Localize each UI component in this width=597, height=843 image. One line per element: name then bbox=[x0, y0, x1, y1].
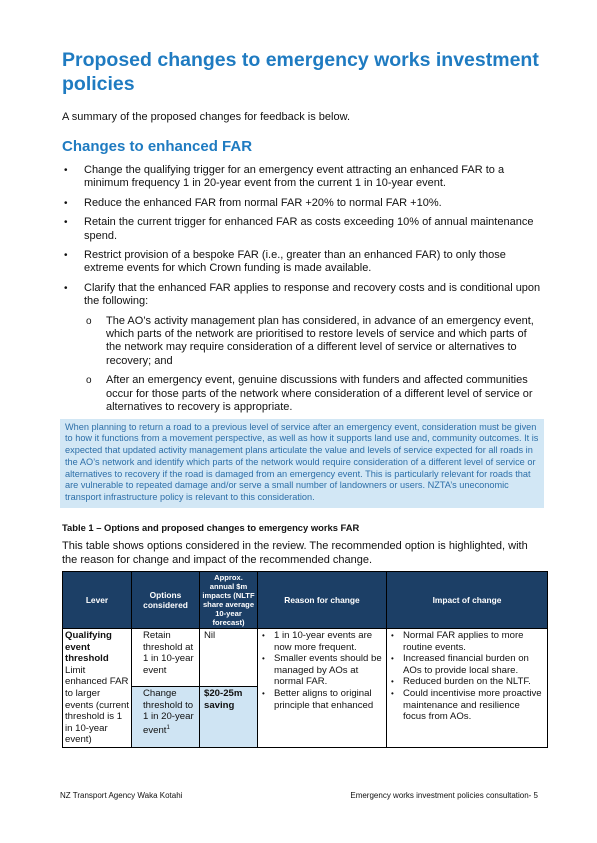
impact-amount-cell-recommended: $20-25m saving bbox=[200, 687, 258, 748]
option-text: Change threshold to 1 in 20-year event bbox=[143, 688, 194, 737]
lever-cell bbox=[63, 629, 132, 748]
bullet-icon: • bbox=[391, 677, 394, 687]
impact-text: Reduced burden on the NLTF. bbox=[403, 676, 531, 688]
bullet-icon: • bbox=[391, 689, 394, 699]
bullet-text: Clarify that the enhanced FAR applies to response and recovery costs and is conditional upon the following: bbox=[84, 281, 541, 308]
lever-title: Qualifying event threshold bbox=[65, 630, 112, 665]
bullet-icon: • bbox=[262, 631, 265, 641]
bullet-icon: • bbox=[391, 631, 394, 641]
bullet-item bbox=[62, 197, 542, 210]
sub-bullet-item bbox=[84, 315, 542, 369]
header-reason: Reason for change bbox=[258, 572, 387, 629]
bullet-icon: • bbox=[262, 654, 265, 664]
lever-text: Limit enhanced FAR to larger events (current threshold is 1 in 10-year event) bbox=[65, 664, 129, 746]
impact-text: Normal FAR applies to more routine events. bbox=[403, 630, 524, 653]
header-impact: Impact of change bbox=[387, 572, 548, 629]
bullet-icon: • bbox=[64, 250, 68, 262]
table-caption: Table 1 – Options and proposed changes to emergency works FAR bbox=[62, 522, 360, 534]
intro-text: A summary of the proposed changes for feedback is below. bbox=[62, 111, 350, 123]
header-impacts-amount: Approx. annual $m impacts (NLTF share average 10-year forecast) bbox=[200, 572, 258, 629]
sub-bullet-item bbox=[84, 374, 542, 414]
header-lever: Lever bbox=[63, 572, 132, 629]
impact-text: Increased financial burden on AOs to provide local share. bbox=[403, 653, 529, 676]
reason-text: 1 in 10-year events are now more frequent. bbox=[274, 630, 373, 653]
bullet-item bbox=[62, 216, 542, 243]
bullet-text: Reduce the enhanced FAR from normal FAR +20% to normal FAR +10%. bbox=[84, 196, 442, 209]
bullet-list bbox=[62, 164, 542, 415]
bullet-item bbox=[62, 164, 542, 191]
table-description: This table shows options considered in the review. The recommended option is highlighted, with the reason for change and impact of the recommended change. bbox=[62, 540, 528, 566]
impact-amount-cell: Nil bbox=[200, 629, 258, 687]
bullet-item bbox=[62, 249, 542, 276]
sub-bullet-text: The AO’s activity management plan has considered, in advance of an emergency event, which parts of the network are prioritised to restore levels of service and which parts of the network may require consideration of a different level of service or alternatives to recovery; and bbox=[106, 314, 534, 367]
bullet-text: Change the qualifying trigger for an emergency event attracting an enhanced FAR to a minimum frequency 1 in 20-year event from the current 1 in 10-year event. bbox=[84, 164, 505, 190]
page-footer bbox=[60, 791, 538, 800]
footnote-marker: 1 bbox=[166, 725, 170, 732]
bullet-item bbox=[62, 282, 542, 415]
table-header-row bbox=[63, 572, 548, 629]
bullet-icon: • bbox=[391, 654, 394, 664]
option-cell-recommended bbox=[132, 687, 200, 748]
option-cell: Retain threshold at 1 in 10-year event bbox=[132, 629, 200, 687]
sub-bullet-list bbox=[84, 315, 542, 415]
bullet-icon: • bbox=[64, 165, 68, 176]
reason-cell bbox=[258, 629, 387, 748]
bullet-text: Retain the current trigger for enhanced FAR as costs exceeding 10% of annual maintenance spend. bbox=[84, 216, 534, 242]
bullet-icon: • bbox=[64, 197, 68, 209]
impact-cell bbox=[387, 629, 548, 748]
bullet-text: Restrict provision of a bespoke FAR (i.e., greater than an enhanced FAR) to only those extreme events for which Crown funding is made available. bbox=[84, 249, 506, 275]
callout-box: When planning to return a road to a previous level of service after an emergency event, consideration must be given to how it functions from a movement perspective, as well as how it supports land use and, community outcomes. It is expected that updated activity management plans articulate the value and levels of service expected for all roads in the AO’s network and identify which parts of the network would require consideration of a different level of service or alternatives to recovery if the road is damaged from an emergency event. This is particularly relevant for roads that are vulnerable to repeated damage and/or serve a small number of landowners or users. NZTA’s uneconomic transport infrastructure policy is relevant to this consideration. bbox=[60, 419, 544, 509]
bullet-icon: • bbox=[262, 689, 265, 699]
circle-bullet-icon: o bbox=[86, 375, 92, 387]
bullet-icon: • bbox=[64, 282, 68, 294]
table-row bbox=[63, 629, 548, 687]
sub-bullet-text: After an emergency event, genuine discussions with funders and affected communities occur for those parts of the network where consideration of a different level of service or alternatives to recovery is appropriate. bbox=[106, 374, 533, 414]
impact-text: Could incentivise more proactive maintenance and resilience focus from AOs. bbox=[403, 688, 542, 723]
reason-text: Smaller events should be managed by AOs at normal FAR. bbox=[274, 653, 382, 688]
bullet-icon: • bbox=[64, 217, 68, 229]
section-heading: Changes to enhanced FAR bbox=[62, 138, 253, 155]
reason-text: Better aligns to original principle that enhanced bbox=[274, 688, 374, 711]
page-title: Proposed changes to emergency works investment policies bbox=[62, 49, 539, 95]
options-table bbox=[62, 571, 548, 748]
footer-left: NZ Transport Agency Waka Kotahi bbox=[60, 791, 183, 800]
header-options: Options considered bbox=[132, 572, 200, 629]
page-content bbox=[62, 48, 542, 748]
footer-right: Emergency works investment policies consultation- 5 bbox=[350, 791, 538, 800]
circle-bullet-icon: o bbox=[86, 315, 92, 327]
